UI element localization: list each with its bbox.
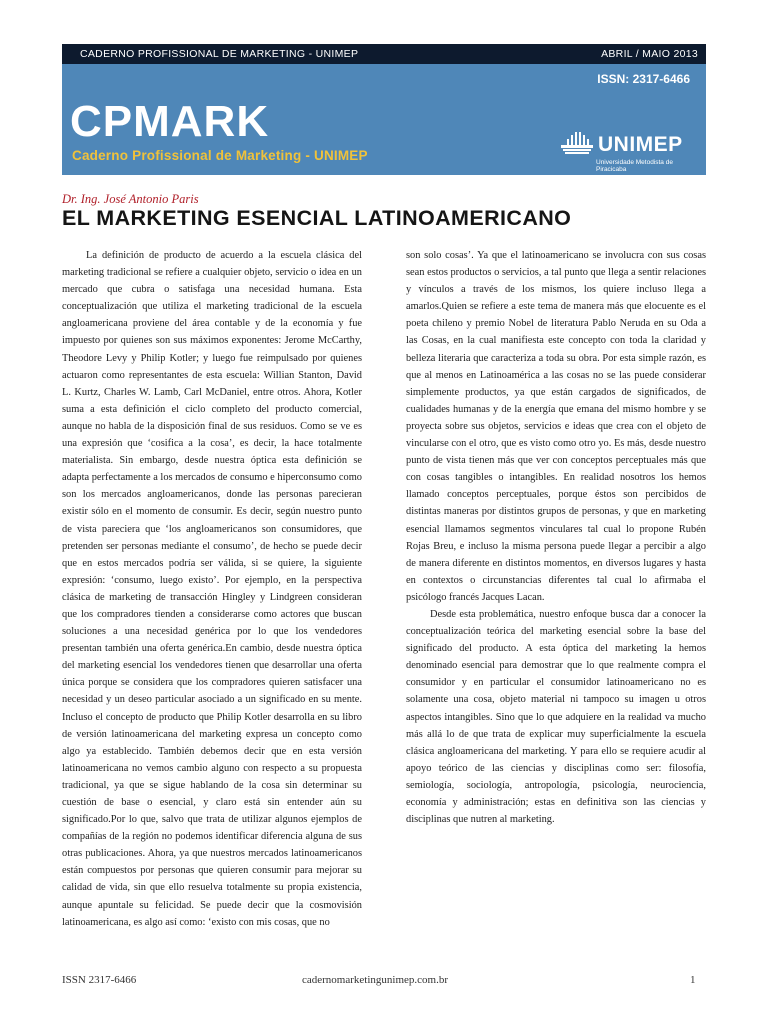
brand-title: CPMARK <box>70 97 270 146</box>
journal-banner <box>62 44 706 175</box>
unimep-logo <box>558 128 702 173</box>
brand-subtitle: Caderno Profissional de Marketing - UNIMEP <box>72 148 368 163</box>
page-number: 1 <box>690 974 696 986</box>
issue-date: ABRIL / MAIO 2013 <box>601 48 698 60</box>
logo-subtitle: Universidade Metodista de Piracicaba <box>596 159 673 173</box>
paragraph: Desde esta problemática, nuestro enfoque busca dar a conocer la conceptualización teórica del marketing esencial sobre la base del significado del producto. A esta óptica del marketing la hemos denominado esencial para demostrar que lo que realmente compra el consumidor y en particular el consumidor latinoamericano no es solamente una cosa, objeto material ni tampoco su imagen u otros aspectos intangibles. Sino que lo que adquiere en la realidad va mucho más allá lo de que trata de explicar muy superficialmente la escuela clásica angloamericana del marketing. Y para ello se requiere acudir al apoyo teórico de las ciencias y disciplinas como ser: filosofía, semiología, sociología, antropología, psicología, neurociencia, economía y administración; estas en definitiva son las ciencias y disciplinas que nutren al marketing. <box>406 608 706 826</box>
left-column <box>62 247 362 957</box>
right-column <box>406 247 706 837</box>
paragraph: son solo cosas’. Ya que el latinoamericano se involucra con sus cosas sean estos productos o servicios, a tal punto que llega a sentir relaciones y vínculos a través de los mismos, los quiere incluso llega a amarlos.Quien se refiere a este tema de manera más que elocuente es el poeta chileno y premio Nobel de literatura Pablo Neruda en su Oda a las Cosas, en la cual manifiesta este concepto con toda la claridad y belleza literaria que caracteriza a toda su obra. Por esta simple razón, es que al menos en Latinoamérica a las cosas no se las puede considerar simplemente productos, ya que están cargados de significados, de cualidades humanas y de la energía que emana del mismo hombre y se proyecta sobre sus objetos, servicios e ideas que crea con el objeto de vincularse con el otro, que es visto como otro yo. Es más, desde nuestro punto de vista tienen más que ver con conceptos perceptuales más que con cosas tangibles o intangibles. En realidad nosotros los hemos llamado conceptos perceptuales, porque éstos son percibidos de distintas maneras por distintos grupos de personas, y que en marketing esencial llamamos segmentos vinculares tal cual lo propone Rubén Rojas Breu, e incluso la misma persona puede llegar a percibir a algo de manera diferente en distintos momentos, en diversos lugares y hasta en contextos o circunstancias diferentes tal cual lo afirmaba el psicólogo francés Jacques Lacan. <box>406 250 706 603</box>
footer-issn: ISSN 2317-6466 <box>62 974 137 986</box>
footer-url: cadernomarketingunimep.com.br <box>302 974 449 986</box>
journal-name: CADERNO PROFISSIONAL DE MARKETING - UNIMEP <box>80 48 359 60</box>
article-title: EL MARKETING ESENCIAL LATINOAMERICANO <box>62 206 572 230</box>
logo-name: UNIMEP <box>598 133 683 156</box>
banner-top-bar <box>62 44 706 64</box>
article-author: Dr. Ing. José Antonio Paris <box>62 192 199 206</box>
issn-label: ISSN: 2317-6466 <box>597 72 690 86</box>
paragraph: La definición de producto de acuerdo a la escuela clásica del marketing tradicional se refiere a cualquier objeto, servicio o idea en un mercado que cubra o satisfaga una necesidad humana. Esta conceptualización que utiliza el marketing tradicional de la escuela angloamericana proviene del área contable y de la economía y fue impuesto por quienes son sus máximos exponentes: Jerome McCarthy, Theodore Levy y Philip Kotler; y luego fue reimpulsado por quienes actuaron como representantes de esta escuela: Willian Stanton, David L. Kurtz, Charles W. Lamb, Carl McDaniel, entre otros. Ahora, Kotler suma a esta definición el ciclo completo del producto comercial, aunque no habla de la disposición final de sus residuos. Como se ve es una expresión que ‘cosifica a la cosa’, es decir, la hace totalmente materialista. Sin embargo, desde nuestra óptica esta definición se adapta perfectamente a los mercados de consumo e hiperconsumo como son los mercados angloamericanos, donde las personas parecieran existir sólo en el momento de consumir. Es decir, según nuestro punto de vista pareciera que ‘los angloamericanos son consumidores, que pretenden ser personas mediante el consumo’, de hecho se puede decir que en estos mercados podría ser válida, si se quiere, la siguiente expresión: ‘consumo, luego existo’. Por ejemplo, en la perspectiva clásica de marketing de transacción Hingley y Lindgreen consideran que los compradores tienden a considerarse como actores que buscan soluciones a una necesidad genérica por lo que los vendedores presentan también una oferta genérica.En cambio, desde nuestra óptica del marketing esencial los vendedores tienen que desarrollar una oferta única porque se considera que los compradores quieren satisfacer una necesidad y un deseo particular asociado a un significado en su mente. Incluso el concepto de producto que Philip Kotler desarrolla en su libro de versión latinoamericana del marketing expresa un concepto como algo ya establecido. También debemos decir que en esta versión latinoamericana no vemos cambio alguno con respecto a su propuesta tradicional, ya que se sigue hablando de la cosa sin determinar su cuestión de base o esencial, y claro está sin entender aún su significado.Por lo que, salvo que trata de utilizar algunos ejemplos de compañías de la región no podemos identificar diferencia alguna de sus otras publicaciones. Ahora, ya que nuestros mercados latinoamericanos están compuestos por personas que quieren consumir para mejorar su calidad de vida, sin que ello resuelva totalmente su propia existencia, aunque apuntale su felicidad. Se puede decir que la cosmovisión latinoamericana, es algo así como: ‘existo con mis cosas, que no <box>62 250 362 928</box>
unimep-logo-icon <box>558 128 596 158</box>
